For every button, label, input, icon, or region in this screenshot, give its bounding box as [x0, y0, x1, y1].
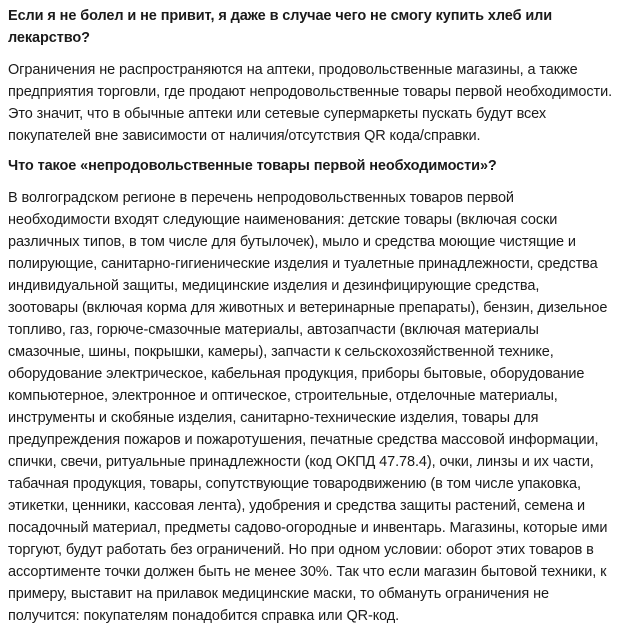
- answer-paragraph-1: Ограничения не распространяются на аптеки, продовольственные магазины, а также предприятия торговли, где продают непродовольственные товары первой необходимости. Это значит, что в обычные аптеки или сетевые супермаркеты пускать будут всех покупателей вне зависимости от наличия/отсутствия QR кода/справки.: [8, 62, 613, 144]
- answer-paragraph-2: В волгоградском регионе в перечень непродовольственных товаров первой необходимости входят следующие наименования: детские товары (включая соски различных типов, в том числе для бутылочек), мыло и средства моющие чистящие и полирующие, санитарно-гигиенические изделия и туалетные принадлежности, средства индивидуальной защиты, медицинские изделия и дезинфицирующие средства, зоотовары (включая корма для животных и ветеринарные препараты), бензин, дизельное топливо, газ, горюче-смазочные материалы, автозапчасти (включая материалы смазочные, шины, покрышки, камеры), запчасти к сельскохозяйственной технике, оборудование электрическое, кабельная продукция, приборы бытовые, оборудование компьютерное, электронное и оптическое, строительные, отделочные материалы, инструменты и скобяные изделия, санитарно-технические изделия, товары для предупреждения пожаров и пожаротушения, печатные средства массовой информации, спички, свечи, ритуальные принадлежности (код ОКПД 47.78.4), очки, линзы и их части, табачная продукция, товары, сопутствующие товародвижению (в том числе упаковка, этикетки, ценники, кассовая лента), удобрения и средства защиты растений, семена и посадочный материал, предметы садово-огородные и инвентарь. Магазины, которые ими торгуют, будут работать без ограничений. Но при одном условии: оборот этих товаров в ассортименте точки должен быть не менее 30%. Так что если магазин бытовой техники, к примеру, выставит на прилавок медицинские маски, то обмануть ограничения не получится: покупателям понадобится справка или QR-код.: [8, 190, 608, 624]
- question-heading-2: Что такое «непродовольственные товары первой необходимости»?: [8, 158, 497, 174]
- question-heading-1: Если я не болел и не привит, я даже в случае чего не смогу купить хлеб или лекарство?: [8, 8, 553, 46]
